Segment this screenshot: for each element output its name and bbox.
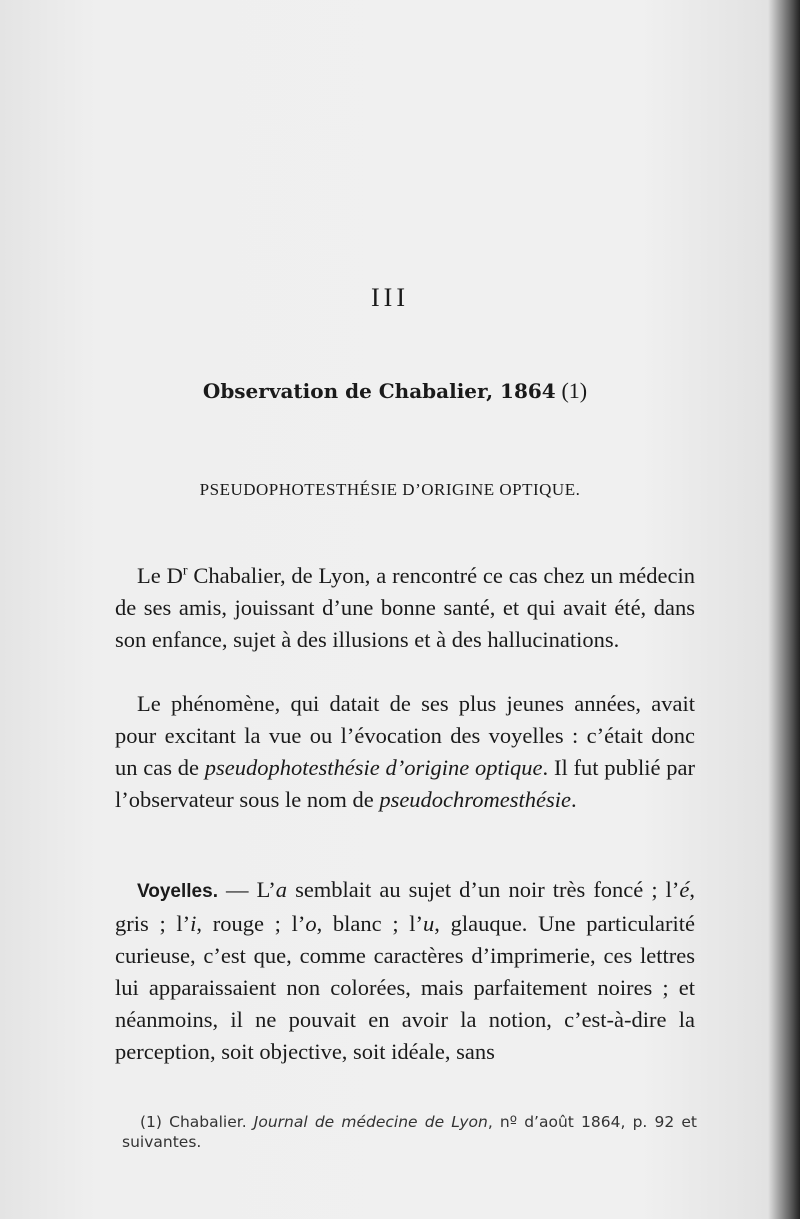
p3-text-1: — L’: [217, 877, 276, 902]
p3-text-4: , rouge ; l’: [196, 911, 306, 936]
vowel-o: o: [305, 911, 317, 936]
p3-text-5: , blanc ; l’: [316, 911, 424, 936]
paragraph-3: [115, 874, 695, 1068]
p2-text-2: . Il fut publié par l’observateur sous le nom de: [115, 755, 695, 812]
footnote-text-1: (1) Chabalier.: [140, 1113, 254, 1131]
paragraph-1: [115, 560, 695, 656]
p3-text-2: semblait au sujet d’un noir très foncé ; l’: [287, 877, 680, 902]
p3-text-6: , glauque. Une particularité curieuse, c’est que, comme caractères d’imprimerie, ces lettres lui apparaissaient non colorées, mais parfaitement noires ; et néanmoins, il ne pouvait en avoir la notion, c’est-à-dire la perception, soit objective, soit idéale, sans: [115, 911, 695, 1064]
p2-italic-1: pseudophotesthésie d’origine optique: [204, 755, 543, 780]
footnote-reference: (1): [561, 378, 588, 403]
chapter-numeral: III: [371, 283, 409, 312]
p2-italic-2: pseudochromesthésie: [379, 787, 571, 812]
p3-text-3: , gris ; l’: [115, 877, 696, 936]
section-title-text: Observation de Chabalier, 1864: [202, 379, 556, 403]
vowel-e: é: [679, 877, 690, 902]
p3-lead: Voyelles.: [137, 881, 218, 902]
p2-text-3: .: [570, 787, 577, 812]
p1-superscript: r: [182, 563, 188, 579]
paragraph-2: [115, 688, 695, 816]
p1-text: Chabalier, de Lyon, a rencontré ce cas chez un médecin de ses amis, jouissant d’une bonne santé, et qui avait été, dans son enfance, sujet à des illusions et à des hallucinations.: [115, 563, 695, 652]
footnote-text-2: , nº d’août 1864, p. 92 et suivantes.: [122, 1113, 697, 1151]
p1-lead: Le D: [137, 563, 183, 588]
section-title: [0, 378, 790, 404]
p2-text-1: Le phénomène, qui datait de ses plus jeunes années, avait pour excitant la vue ou l’évocation des voyelles : c’était donc un cas de: [115, 691, 695, 780]
vowel-a: a: [275, 877, 288, 902]
footnote-journal: Journal de médecine de Lyon: [253, 1113, 488, 1131]
section-subtitle: PSEUDOPHOTESTHÉSIE D’ORIGINE OPTIQUE.: [199, 480, 581, 499]
vowel-i: i: [190, 911, 197, 936]
vowel-u: u: [423, 911, 435, 936]
footnote: [122, 1112, 697, 1152]
